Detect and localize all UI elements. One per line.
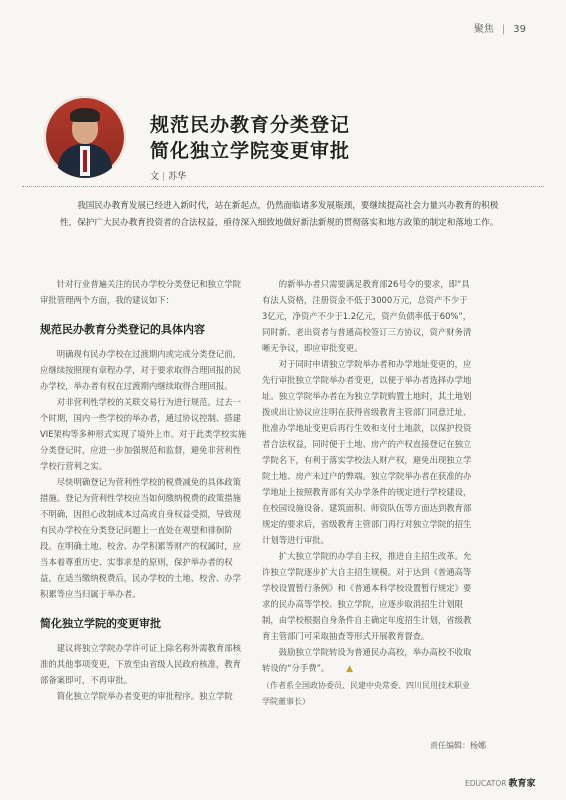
title-line-1: 规范民办教育分类登记: [150, 114, 351, 136]
author-portrait: [44, 96, 126, 178]
paragraph: 对非营利性学校的关联交易行为进行规范。过去一个时期，国内一些学校的举办者，通过协议控制、搭建VIE架构等多种形式实现了境外上市。对于此类学校实施分类登记时，应进一步加强规范和监督，避免非营利性学校行营利之实。: [40, 397, 247, 471]
brand-english: EDUCATOR: [465, 779, 507, 788]
byline-separator: |: [162, 172, 166, 182]
left-column: [40, 276, 248, 704]
paragraph: 简化独立学院举办者变更的审批程序。独立学院: [56, 691, 233, 701]
header-separator: |: [501, 24, 506, 35]
title-line-2: 简化独立学院变更审批: [150, 140, 351, 162]
paragraph: 扩大独立学院的办学自主权，推进自主招生改革。允许独立学院逐步扩大自主招生规模。对于达到《普通高等学校设置暂行条例》和《普通本科学校设置暂行规定》要求的民办高等学校、独立学院，应逐步取消招生计划限制，由学校根据自身条件自主确定年度招生计划，省级教育主管部门可采取抽查等形式开展教育督查。: [262, 551, 472, 641]
responsible-editor: 责任编辑：杨娜: [430, 741, 486, 750]
paragraph-text: 鼓励独立学院转设为普通民办高校，举办高校不收取转设的“分手费”。: [262, 647, 472, 673]
paragraph: 对于同时申请独立学院举办者和办学地址变更的，应先行审批独立学院举办者变更，以便于举办者选择办学地址。独立学院举办者在为独立学院购置土地时，其土地划拨或出让协议应注明在获得省级教育主管部门同意迁址、批准办学地址变更后再行生效和支付土地款，以保护投资者合法权益，同时便于土地、房产的产权直接登记在独立学院名下，有利于落实学校法人财产权，避免出现独立学院土地、房产未过户的弊端。独立学院举办者在获准的办学地址上按照教育部有关办学条件的规定进行学校建设，在校园设施设备、建筑面积、师资队伍等方面达到教育部规定的要求后，省级教育主管部门再行对独立学院的招生计划等进行审批。: [262, 359, 472, 545]
brand-chinese: 教育家: [508, 779, 536, 789]
dotted-divider: [22, 186, 544, 187]
article-title: [150, 112, 350, 164]
paragraph: 明确现有民办学校在过渡期内或完成分类登记前，应继续按照现有章程办学，对于要求取得合理回报的民办学校，举办者有权在过渡期内继续取得合理回报。: [40, 349, 242, 391]
author-note: （作者系全国政协委员、民建中央常委、四川民用技术职业学院董事长）: [262, 681, 470, 706]
author-name: 苏华: [168, 172, 187, 182]
paragraph: [262, 644, 472, 676]
section-label: 聚焦: [473, 24, 494, 35]
paragraph: 尽快明确登记为营利性学校的税费减免的具体政策措施。登记为营利性学校应当如何缴纳税费的政策措施不明确，因担心改制成本过高或自身权益受损，导致现有民办学校在分类登记问题上一直处在观望和徘徊阶段。在明确土地、校舍、办学积累等财产的权属时，应当本着尊重历史、实事求是的原则，保护举办者的权益，在适当缴纳税费后，民办学校的土地、校舍、办学积累等应当归属于举办者。: [40, 477, 242, 599]
paragraph: 的新举办者只需要满足教育部26号令的要求，即“具有法人资格，注册资金不低于3000万元，总资产不少于3亿元，净资产不少于1.2亿元，资产负债率低于60%”，同时新、老出资者与普通高校签订三方协议，资产财务清晰无争议，即应审批变更。: [262, 279, 472, 353]
portrait-hair: [70, 108, 100, 122]
running-header: [474, 20, 526, 35]
article-intro: 我国民办教育发展已经进入新时代，站在新起点，仍然面临诸多发展瓶颈，要继续提高社会力量兴办教育的积极性，保护广大民办教育投资者的合法权益，亟待深入细致地做好新法新规的贯彻落实和地方政策的制定和落地工作。: [60, 201, 499, 228]
section-heading: 简化独立学院的变更审批: [40, 617, 161, 630]
paragraph: 建议将独立学院办学许可证上除名称外需教育部核准的其他事项变更，下放至由省级人民政府核准，教育部备案即可，不再审批。: [40, 643, 242, 685]
page-number: 39: [513, 24, 526, 35]
byline-prefix: 文: [150, 172, 160, 182]
portrait-tie: [83, 150, 87, 172]
magazine-brand: [465, 776, 536, 789]
right-column: [262, 276, 472, 710]
byline: [150, 169, 186, 182]
section-heading: 规范民办教育分类登记的具体内容: [40, 323, 205, 336]
graduation-cap-icon: ▲: [346, 664, 354, 674]
paragraph: 针对行业普遍关注的民办学校分类登记和独立学院审批管理两个方面，我的建议如下：: [40, 279, 242, 305]
